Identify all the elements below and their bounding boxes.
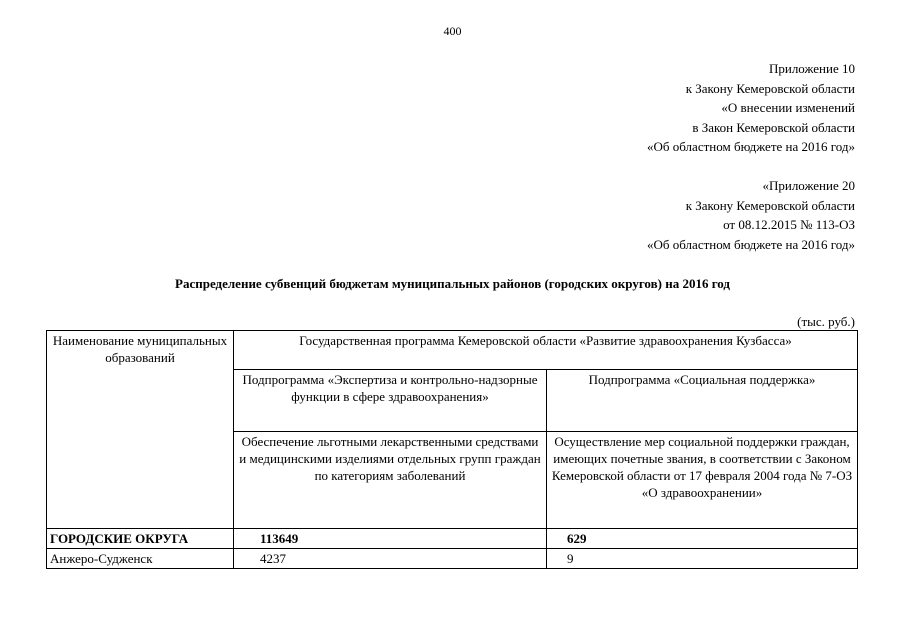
detail-b-header: Осуществление мер социальной поддержки граждан, имеющих почетные звания, в соответствии с Законом Кемеровской области от 17 февраля 2004 года № 7-ОЗ «О здравоохранении» bbox=[547, 432, 858, 529]
original-appendix-line: «Об областном бюджете на 2016 год» bbox=[647, 236, 855, 252]
subprogram-a-header: Подпрограмма «Экспертиза и контрольно-надзорные функции в сфере здравоохранения» bbox=[234, 369, 547, 431]
appendix-line: в Закон Кемеровской области bbox=[692, 119, 855, 135]
row-value-b: 629 bbox=[547, 529, 858, 549]
row-value-a: 113649 bbox=[234, 529, 547, 549]
document-title: Распределение субвенций бюджетам муниципальных районов (городских округов) на 2016 год bbox=[175, 276, 730, 291]
program-header: Государственная программа Кемеровской области «Развитие здравоохранения Кузбасса» bbox=[234, 331, 858, 370]
row-name: ГОРОДСКИЕ ОКРУГА bbox=[47, 529, 234, 549]
row-value-a: 4237 bbox=[234, 549, 547, 569]
column-header-name: Наименование муниципальных образований bbox=[47, 331, 234, 529]
appendix-line: «Об областном бюджете на 2016 год» bbox=[647, 139, 855, 154]
original-appendix-header bbox=[647, 176, 855, 254]
table-row bbox=[47, 549, 858, 569]
table-header-row bbox=[47, 331, 858, 370]
subprogram-b-header: Подпрограмма «Социальная поддержка» bbox=[547, 369, 858, 431]
detail-a-header: Обеспечение льготными лекарственными средствами и медицинскими изделиями отдельных групп граждан по категориям заболеваний bbox=[234, 432, 547, 529]
appendix-header bbox=[647, 59, 855, 157]
units-label: (тыс. руб.) bbox=[797, 314, 855, 329]
appendix-line: «О внесении изменений bbox=[721, 100, 855, 115]
original-appendix-line: к Закону Кемеровской области bbox=[685, 197, 855, 213]
appendix-line: к Закону Кемеровской области bbox=[685, 80, 855, 96]
original-appendix-line: «Приложение 20 bbox=[762, 178, 855, 193]
appendix-line: Приложение 10 bbox=[768, 61, 855, 76]
page-number: 400 bbox=[443, 24, 462, 38]
row-value-b: 9 bbox=[547, 549, 858, 569]
row-name: Анжеро-Судженск bbox=[47, 549, 234, 569]
subventions-table bbox=[46, 330, 858, 569]
original-appendix-line: от 08.12.2015 № 113-ОЗ bbox=[723, 217, 855, 232]
table-row bbox=[47, 529, 858, 549]
